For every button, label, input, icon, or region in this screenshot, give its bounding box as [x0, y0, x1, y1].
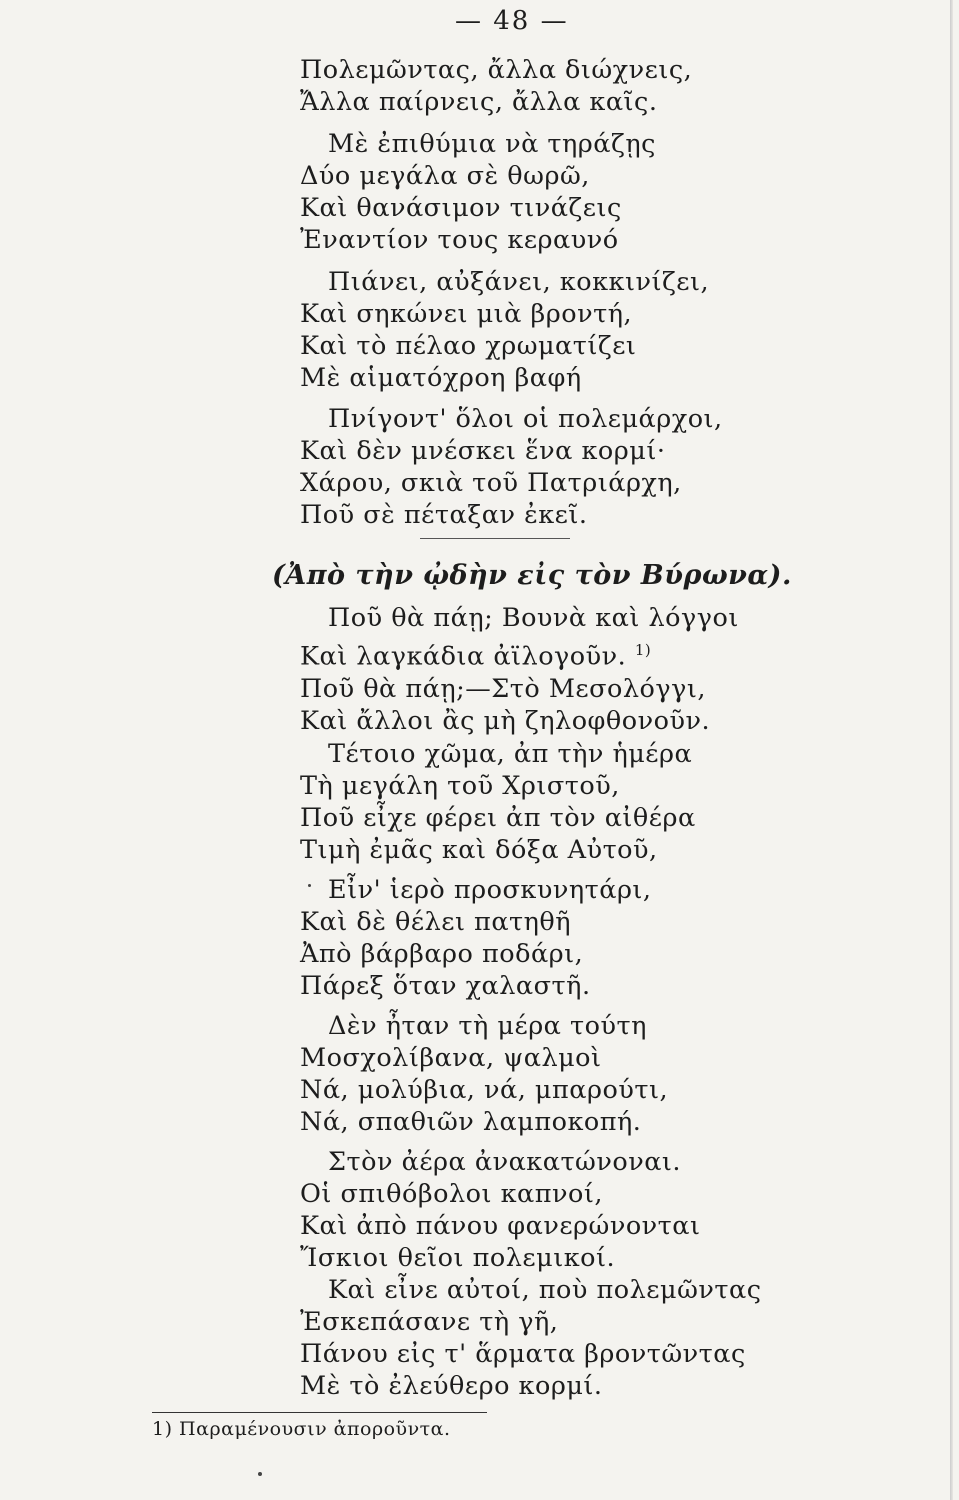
verse-line: Καὶ εἶνε αὐτοί, ποὺ πολεμῶντας: [328, 1275, 762, 1305]
verse-line: Ποῦ εἶχε φέρει ἀπ τὸν αἰθέρα: [300, 803, 696, 833]
verse-line: Ποῦ θὰ πάῃ; Βουνὰ καὶ λόγγοι: [328, 603, 739, 633]
section-divider: [420, 538, 570, 539]
verse-line: Τὴ μεγάλη τοῦ Χριστοῦ,: [300, 771, 620, 801]
verse-line: Καὶ δὲν μνέσκει ἕνα κορμί·: [300, 436, 666, 466]
stanza-4: [300, 403, 723, 531]
verse-line: Ἴσκιοι θεῖοι πολεμικοί.: [300, 1243, 616, 1273]
verse-line: Μὲ τὸ ἐλεύθερο κορμί.: [300, 1371, 603, 1401]
section-stanza-5: [300, 1146, 701, 1274]
section-stanza-2: [300, 738, 696, 866]
section-stanza-1: [300, 602, 739, 737]
verse-line: Ἀπὸ βάρβαρο ποδάρι,: [300, 939, 584, 969]
stanza-1: [300, 54, 692, 118]
section-stanza-3: [300, 874, 652, 1002]
footnote-marker: 1): [634, 641, 652, 659]
verse-line: Δὲν ἦταν τὴ μέρα τούτη: [328, 1011, 647, 1041]
verse-line: Ἐσκεπάσανε τὴ γῆ,: [300, 1307, 559, 1337]
footnote: 1) Παραμένουσιν ἀπορoῦντα.: [152, 1418, 451, 1440]
page-gutter-shadow: [950, 0, 953, 1500]
verse-line: Καὶ ἀπὸ πάνου φανερώνονται: [300, 1211, 701, 1241]
verse-line: Νά, σπαθιῶν λαμποκοπή.: [300, 1107, 642, 1137]
verse-line: Πάνου εἰς τ' ἅρματα βροντῶντας: [300, 1339, 746, 1369]
section-stanza-6: [300, 1274, 761, 1402]
stanza-3: [300, 266, 709, 394]
verse-line: Μὲ αἱματόχροη βαφή: [300, 363, 582, 393]
verse-line-with-footnote: [300, 634, 739, 673]
verse-line: Καὶ θανάσιμον τινάζεις: [300, 193, 622, 223]
verse-line: Καὶ δὲ θέλει πατηθῆ: [300, 907, 572, 937]
verse-line: Τέτοιο χῶμα, ἀπ τὴν ἡμέρα: [328, 739, 693, 769]
verse-line: Πάρεξ ὅταν χαλαστῆ.: [300, 971, 591, 1001]
verse-line: Δύο μεγάλα σὲ θωρῶ,: [300, 161, 590, 191]
verse-line: Καὶ σηκώνει μιὰ βροντή,: [300, 299, 633, 329]
section-heading: (Ἀπὸ τὴν ᾠδὴν εἰς τὸν Βύρωνα).: [272, 560, 792, 591]
verse-line: Στὸν ἀέρα ἀνακατώνοναι.: [328, 1147, 682, 1177]
verse-line: Πιάνει, αὐξάνει, κοκκινίζει,: [328, 267, 710, 297]
stanza-2: [300, 128, 656, 256]
verse-line: Καὶ ἄλλοι ἂς μὴ ζηλοφθονοῦν.: [300, 705, 711, 736]
verse-line: Εἶν' ἱερὸ προσκυνητάρι,: [328, 875, 652, 905]
verse-line: Οἱ σπιθόβολοι καπνοί,: [300, 1179, 603, 1209]
verse-line: Καὶ τὸ πέλαο χρωματίζει: [300, 331, 637, 361]
verse-line: Μὲ ἐπιθύμια νὰ τηράζῃς: [328, 129, 656, 159]
page-number: — 48 —: [455, 6, 569, 36]
verse-line: Ἐναντίον τους κεραυνό: [300, 225, 619, 255]
section-stanza-4: [300, 1010, 668, 1138]
verse-line: Ποῦ σὲ πέταξαν ἐκεῖ.: [300, 500, 588, 530]
print-speck: [258, 1472, 262, 1476]
verse-line-text: Καὶ λαγκάδια ἀϊλογοῦν.: [300, 641, 627, 672]
verse-line: Νά, μολύβια, νά, μπαρούτι,: [300, 1075, 669, 1105]
verse-line: Πνίγοντ' ὅλοι οἱ πολεμάρχοι,: [328, 404, 723, 434]
print-speck: [308, 884, 311, 887]
verse-line: Χάρου, σκιὰ τοῦ Πατριάρχη,: [300, 468, 682, 498]
footnote-divider: [152, 1412, 487, 1413]
verse-line: Μοσχολίβανα, ψαλμοὶ: [300, 1043, 602, 1073]
verse-line: Πολεμῶντας, ἄλλα διώχνεις,: [300, 55, 693, 85]
verse-line: Ποῦ θὰ πάῃ;—Στὸ Μεσολόγγι,: [300, 673, 706, 704]
verse-line: Τιμὴ ἐμᾶς καὶ δόξα Αὐτοῦ,: [300, 835, 658, 865]
verse-line: Ἄλλα παίρνεις, ἄλλα καῖς.: [300, 87, 658, 117]
